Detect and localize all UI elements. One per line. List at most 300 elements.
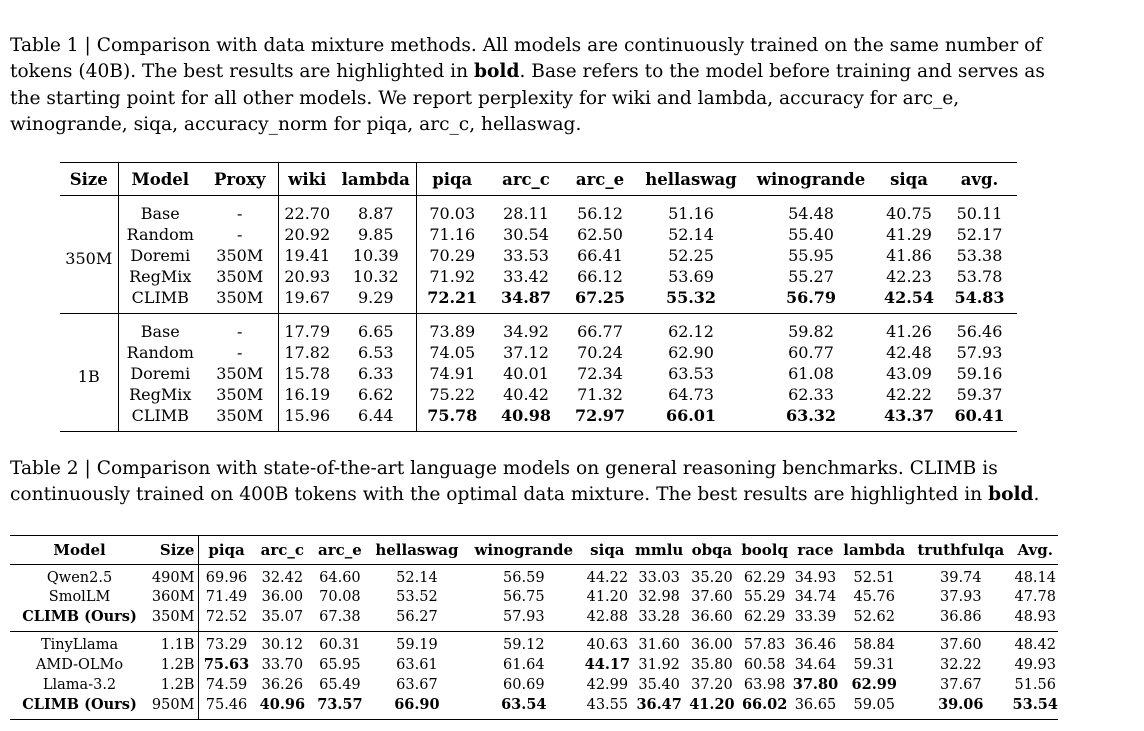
- value-cell: 37.20: [691, 676, 733, 693]
- model-cell: SmolLM: [48, 589, 111, 605]
- value-cell: 59.82: [746, 314, 876, 343]
- best-value: 40.98: [500, 406, 552, 425]
- value-cell: 41.26: [876, 314, 942, 343]
- value-cell: 36.00: [261, 589, 304, 605]
- value-cell: [636, 287, 746, 314]
- value-cell: 60.77: [788, 343, 834, 362]
- table1-caption-text: Table 1 | Comparison with data mixture methods. All models are continuously trained on the same number of tokens (40B). The best results are highlighted in: [10, 35, 1043, 83]
- value-cell: 61.64: [503, 656, 545, 673]
- best-value: 54.83: [954, 288, 1005, 307]
- value-cell: [416, 287, 488, 314]
- table2-col-winogrande: winogrande: [465, 536, 582, 565]
- value-cell: 49.93: [1014, 656, 1056, 673]
- value-cell: 66.77: [564, 314, 636, 343]
- value-cell: [564, 405, 636, 432]
- size-cell: 350M: [149, 607, 199, 632]
- value-cell: [792, 675, 840, 695]
- table2-col-lambda: lambda: [839, 536, 909, 565]
- table-row: [60, 342, 1017, 363]
- value-cell: 34.74: [794, 589, 837, 605]
- value-cell: 55.95: [788, 246, 834, 265]
- table2-body: [10, 565, 1058, 720]
- value-cell: 60.69: [503, 676, 545, 693]
- value-cell: 36.46: [792, 632, 840, 656]
- value-cell: 16.19: [284, 385, 331, 404]
- best-value: 75.78: [427, 406, 478, 425]
- value-cell: 48.93: [1014, 608, 1056, 625]
- value-cell: 55.29: [743, 589, 786, 605]
- table2-col-obqa: obqa: [686, 536, 738, 565]
- value-cell: 70.03: [429, 204, 476, 223]
- value-cell: [876, 287, 942, 314]
- value-cell: 37.67: [940, 676, 982, 693]
- value-cell: 69.96: [205, 570, 248, 586]
- table2-col-arc-c: arc_c: [254, 536, 312, 565]
- value-cell: 9.29: [336, 287, 416, 314]
- best-value: 67.25: [574, 288, 626, 307]
- value-cell: 71.49: [205, 589, 248, 605]
- model-cell: Base: [140, 204, 180, 223]
- value-cell: 60.31: [311, 632, 369, 656]
- value-cell: 28.11: [503, 204, 549, 223]
- value-cell: 34.92: [488, 314, 564, 343]
- value-cell: 20.93: [284, 267, 331, 286]
- value-cell: 19.41: [284, 246, 331, 265]
- table-row: [10, 675, 1058, 695]
- value-cell: [488, 405, 564, 432]
- best-value: 53.54: [1012, 696, 1058, 713]
- value-cell: 74.05: [429, 343, 476, 362]
- value-cell: 6.65: [336, 314, 416, 343]
- table1-col-proxy: Proxy: [202, 163, 278, 196]
- value-cell: 40.42: [503, 385, 549, 404]
- value-cell: 35.20: [691, 570, 733, 586]
- model-name-bold: CLIMB (Ours): [22, 696, 137, 713]
- value-cell: 33.70: [261, 656, 304, 673]
- value-cell: 52.62: [853, 608, 896, 625]
- value-cell: [839, 675, 909, 695]
- best-value: 63.54: [501, 696, 547, 713]
- proxy-cell: 350M: [202, 405, 278, 432]
- table-row: [10, 588, 1058, 607]
- value-cell: 42.23: [886, 267, 932, 286]
- model-cell: Doremi: [130, 246, 191, 265]
- size-cell: 360M: [149, 588, 199, 607]
- value-cell: [582, 655, 632, 675]
- value-cell: 17.79: [278, 314, 336, 343]
- value-cell: 72.52: [205, 608, 248, 625]
- table2-col-siqa: siqa: [582, 536, 632, 565]
- table1-mixture-comparison: [60, 162, 1017, 432]
- table-row: [60, 363, 1017, 384]
- table-row: [60, 384, 1017, 405]
- value-cell: [942, 405, 1017, 432]
- value-cell: 10.39: [336, 245, 416, 266]
- value-cell: [254, 695, 312, 720]
- best-value: 72.97: [574, 406, 626, 425]
- value-cell: 64.60: [319, 570, 361, 586]
- value-cell: [636, 405, 746, 432]
- value-cell: 35.40: [638, 676, 680, 693]
- value-cell: 33.53: [503, 246, 549, 265]
- value-cell: [909, 695, 1012, 720]
- value-cell: [876, 405, 942, 432]
- value-cell: [746, 287, 876, 314]
- value-cell: 53.69: [668, 267, 714, 286]
- table-row: [60, 266, 1017, 287]
- model-cell: Random: [126, 343, 194, 362]
- table-row: [10, 565, 1058, 589]
- value-cell: 36.60: [691, 608, 733, 625]
- size-cell: 1.2B: [149, 675, 199, 695]
- value-cell: 6.33: [336, 363, 416, 384]
- table1-col-siqa: siqa: [876, 163, 942, 196]
- table2-caption: [10, 456, 1070, 509]
- value-cell: [942, 287, 1017, 314]
- value-cell: 56.46: [942, 314, 1017, 343]
- table1-col-model: Model: [118, 163, 202, 196]
- value-cell: 37.60: [691, 589, 733, 605]
- table2-caption-bold: bold: [988, 484, 1034, 506]
- value-cell: 63.53: [668, 364, 714, 383]
- value-cell: 42.88: [586, 608, 629, 625]
- value-cell: [746, 405, 876, 432]
- best-value: 43.37: [883, 406, 935, 425]
- value-cell: 60.58: [743, 656, 786, 673]
- value-cell: 44.22: [586, 570, 629, 586]
- table2-caption-text: Table 2 | Comparison with state-of-the-art language models on general reasoning benchmarks. CLIMB is continuously trained on 400B tokens with the optimal data mixture. The best results are highlighted in: [10, 458, 998, 506]
- value-cell: 40.01: [503, 364, 549, 383]
- value-cell: [416, 405, 488, 432]
- value-cell: [465, 695, 582, 720]
- value-cell: 45.76: [853, 589, 896, 605]
- table2-col-boolq: boolq: [738, 536, 792, 565]
- table2-caption-text-end: .: [1033, 484, 1040, 506]
- value-cell: 73.29: [199, 632, 254, 656]
- value-cell: 56.27: [396, 608, 438, 625]
- value-cell: 37.93: [940, 589, 982, 605]
- model-name-bold: CLIMB (Ours): [22, 608, 137, 625]
- value-cell: 66.41: [577, 246, 623, 265]
- table2-col-mmlu: mmlu: [632, 536, 686, 565]
- value-cell: 6.62: [336, 384, 416, 405]
- value-cell: 37.12: [503, 343, 549, 362]
- model-cell: TinyLlama: [10, 632, 149, 656]
- model-cell: RegMix: [129, 267, 192, 286]
- value-cell: 34.64: [794, 656, 837, 673]
- value-cell: 62.29: [743, 608, 786, 625]
- proxy-cell: -: [202, 342, 278, 363]
- table1-col-lambda: lambda: [336, 163, 416, 196]
- value-cell: 55.27: [788, 267, 834, 286]
- value-cell: 52.51: [853, 570, 896, 586]
- value-cell: 36.65: [794, 696, 837, 713]
- size-cell: 1B: [60, 314, 118, 432]
- table1-caption: [10, 33, 1070, 138]
- table-row: [10, 607, 1058, 632]
- table2-col-avg: Avg.: [1012, 536, 1058, 565]
- value-cell: [369, 695, 465, 720]
- value-cell: 70.29: [429, 246, 476, 265]
- value-cell: 52.14: [396, 570, 438, 586]
- best-value: 36.47: [636, 696, 682, 713]
- value-cell: 71.92: [429, 267, 476, 286]
- proxy-cell: -: [202, 196, 278, 225]
- value-cell: 54.48: [788, 204, 834, 223]
- value-cell: 70.08: [319, 589, 361, 605]
- table2-col-truthfulqa: truthfulqa: [909, 536, 1012, 565]
- value-cell: 36.26: [261, 676, 304, 693]
- value-cell: 74.59: [205, 676, 248, 693]
- model-cell: RegMix: [129, 385, 192, 404]
- value-cell: 35.07: [261, 608, 304, 625]
- size-cell: 1.2B: [149, 655, 199, 675]
- model-cell: AMD-OLMo: [35, 656, 124, 673]
- table-row: [60, 405, 1017, 432]
- table2-col-race: race: [792, 536, 840, 565]
- table-row: [60, 287, 1017, 314]
- value-cell: 15.78: [284, 364, 331, 383]
- value-cell: 33.42: [503, 267, 549, 286]
- value-cell: 32.98: [638, 589, 680, 605]
- value-cell: 59.31: [853, 656, 896, 673]
- value-cell: 62.29: [743, 570, 786, 586]
- table2-header: [10, 536, 1058, 565]
- model-cell: Qwen2.5: [46, 570, 113, 586]
- value-cell: 43.55: [586, 696, 629, 713]
- model-cell: [10, 607, 149, 632]
- value-cell: 40.75: [886, 204, 932, 223]
- value-cell: 52.14: [668, 225, 714, 244]
- table2-col-arc-e: arc_e: [311, 536, 369, 565]
- value-cell: 33.03: [638, 570, 680, 586]
- proxy-cell: 350M: [202, 287, 278, 314]
- size-cell: 350M: [60, 196, 118, 314]
- value-cell: 67.38: [319, 608, 361, 625]
- value-cell: 48.42: [1012, 632, 1058, 656]
- table2-header-row: [10, 536, 1058, 565]
- table1-caption-text-end: . Base refers to the model before training and serves as the starting point for all other models. We report perplexity for wiki and lambda, accuracy for arc_e, winogrande, siqa, accuracy_norm for piqa, arc_c, hellaswag.: [10, 61, 1045, 135]
- value-cell: 32.22: [940, 656, 982, 673]
- value-cell: 75.22: [429, 385, 476, 404]
- table-row: [60, 196, 1017, 225]
- value-cell: 51.56: [1014, 676, 1056, 693]
- model-cell: Random: [126, 225, 194, 244]
- value-cell: 36.86: [940, 608, 982, 625]
- model-cell: CLIMB: [131, 406, 189, 425]
- value-cell: 65.95: [319, 656, 361, 673]
- value-cell: 52.25: [668, 246, 714, 265]
- best-value: 40.96: [259, 696, 306, 713]
- value-cell: [686, 695, 738, 720]
- value-cell: 15.96: [284, 406, 331, 425]
- best-value: 66.02: [741, 696, 788, 713]
- value-cell: [738, 695, 792, 720]
- value-cell: 56.59: [503, 570, 545, 586]
- value-cell: 42.99: [586, 676, 629, 693]
- best-value: 56.79: [785, 288, 837, 307]
- value-cell: 59.05: [853, 696, 896, 713]
- best-value: 63.32: [785, 406, 837, 425]
- table-row: [10, 655, 1058, 675]
- value-cell: 73.89: [416, 314, 488, 343]
- best-value: 39.06: [938, 696, 984, 713]
- value-cell: 66.12: [577, 267, 623, 286]
- value-cell: 33.28: [638, 608, 680, 625]
- value-cell: 74.91: [429, 364, 476, 383]
- value-cell: 57.93: [956, 343, 1003, 362]
- value-cell: 20.92: [284, 225, 331, 244]
- value-cell: 59.19: [369, 632, 465, 656]
- value-cell: 75.46: [205, 696, 248, 713]
- value-cell: 31.60: [632, 632, 686, 656]
- value-cell: 43.09: [886, 364, 932, 383]
- value-cell: 34.93: [794, 570, 837, 586]
- table-row: [10, 695, 1058, 720]
- value-cell: 62.12: [636, 314, 746, 343]
- model-cell: Doremi: [130, 364, 191, 383]
- table-row: [60, 314, 1017, 343]
- value-cell: 53.52: [396, 589, 438, 605]
- value-cell: 57.83: [738, 632, 792, 656]
- value-cell: 59.12: [465, 632, 582, 656]
- value-cell: [311, 695, 369, 720]
- value-cell: 63.98: [743, 676, 786, 693]
- table1-col-size: Size: [60, 163, 118, 196]
- value-cell: 30.12: [254, 632, 312, 656]
- value-cell: 10.32: [336, 266, 416, 287]
- value-cell: 57.93: [503, 608, 545, 625]
- value-cell: 6.53: [336, 342, 416, 363]
- value-cell: [199, 655, 254, 675]
- best-value: 42.54: [883, 288, 935, 307]
- value-cell: [488, 287, 564, 314]
- value-cell: 62.50: [577, 225, 623, 244]
- value-cell: 63.67: [396, 676, 438, 693]
- value-cell: 56.12: [577, 204, 623, 223]
- best-value: 41.20: [689, 696, 735, 713]
- value-cell: 40.63: [582, 632, 632, 656]
- table-row: [10, 632, 1058, 656]
- proxy-cell: 350M: [202, 384, 278, 405]
- value-cell: 8.87: [336, 196, 416, 225]
- value-cell: 61.08: [788, 364, 834, 383]
- model-cell: [10, 695, 149, 720]
- value-cell: 64.73: [668, 385, 714, 404]
- value-cell: [1012, 695, 1058, 720]
- model-cell: Llama-3.2: [42, 676, 117, 693]
- value-cell: 19.67: [284, 288, 331, 307]
- value-cell: 36.00: [686, 632, 738, 656]
- best-value: 62.99: [851, 676, 897, 693]
- best-value: 66.01: [665, 406, 717, 425]
- table1-header: [60, 163, 1017, 196]
- table-row: [60, 245, 1017, 266]
- table1-col-piqa: piqa: [416, 163, 488, 196]
- value-cell: 59.37: [956, 385, 1003, 404]
- value-cell: 41.20: [586, 589, 629, 605]
- best-value: 60.41: [954, 406, 1005, 425]
- table1-col-arc-e: arc_e: [564, 163, 636, 196]
- value-cell: 33.39: [794, 608, 837, 625]
- table1-body: [60, 196, 1017, 432]
- best-value: 66.90: [394, 696, 440, 713]
- value-cell: 41.29: [886, 225, 932, 244]
- value-cell: 71.16: [429, 225, 476, 244]
- value-cell: 32.42: [261, 570, 304, 586]
- table-row: [60, 224, 1017, 245]
- value-cell: 47.78: [1014, 589, 1056, 605]
- value-cell: 31.92: [638, 656, 680, 673]
- best-value: 72.21: [427, 288, 478, 307]
- table2-col-hellaswag: hellaswag: [369, 536, 465, 565]
- value-cell: 58.84: [839, 632, 909, 656]
- model-cell: Base: [118, 314, 202, 343]
- table1-header-row: [60, 163, 1017, 196]
- value-cell: [632, 695, 686, 720]
- value-cell: 53.38: [956, 246, 1003, 265]
- best-value: 37.80: [792, 676, 839, 693]
- proxy-cell: 350M: [202, 266, 278, 287]
- value-cell: [564, 287, 636, 314]
- value-cell: 62.90: [668, 343, 714, 362]
- value-cell: 17.82: [284, 343, 331, 362]
- value-cell: 37.60: [909, 632, 1012, 656]
- proxy-cell: -: [202, 224, 278, 245]
- value-cell: 62.33: [788, 385, 834, 404]
- table1-col-avg: avg.: [942, 163, 1017, 196]
- value-cell: 65.49: [319, 676, 361, 693]
- best-value: 73.57: [317, 696, 363, 713]
- value-cell: 39.74: [940, 570, 982, 586]
- best-value: 34.87: [500, 288, 552, 307]
- table1-col-winogrande: winogrande: [746, 163, 876, 196]
- value-cell: 52.17: [956, 225, 1003, 244]
- value-cell: 55.40: [788, 225, 834, 244]
- value-cell: 56.75: [503, 589, 545, 605]
- value-cell: 71.32: [577, 385, 623, 404]
- table1-caption-bold: bold: [474, 61, 520, 83]
- value-cell: 70.24: [577, 343, 623, 362]
- table1-col-wiki: wiki: [278, 163, 336, 196]
- value-cell: 35.80: [691, 656, 733, 673]
- value-cell: 59.16: [956, 364, 1003, 383]
- value-cell: 22.70: [284, 204, 331, 223]
- size-cell: 950M: [149, 695, 199, 720]
- size-cell: 490M: [149, 565, 199, 589]
- size-cell: 1.1B: [149, 632, 199, 656]
- value-cell: 63.61: [396, 656, 438, 673]
- table2-col-piqa: piqa: [199, 536, 254, 565]
- best-value: 75.63: [203, 656, 250, 673]
- proxy-cell: 350M: [202, 363, 278, 384]
- value-cell: 41.86: [886, 246, 932, 265]
- table2-col-size: Size: [149, 536, 199, 565]
- value-cell: 51.16: [668, 204, 714, 223]
- proxy-cell: -: [202, 314, 278, 343]
- proxy-cell: 350M: [202, 245, 278, 266]
- value-cell: 42.22: [886, 385, 932, 404]
- value-cell: 6.44: [336, 405, 416, 432]
- value-cell: 50.11: [956, 204, 1003, 223]
- value-cell: 30.54: [503, 225, 549, 244]
- value-cell: 9.85: [336, 224, 416, 245]
- table2-sota-comparison: [10, 535, 1058, 720]
- value-cell: 42.48: [886, 343, 932, 362]
- model-cell: CLIMB: [131, 288, 189, 307]
- best-value: 55.32: [665, 288, 717, 307]
- table2-col-model: Model: [10, 536, 149, 565]
